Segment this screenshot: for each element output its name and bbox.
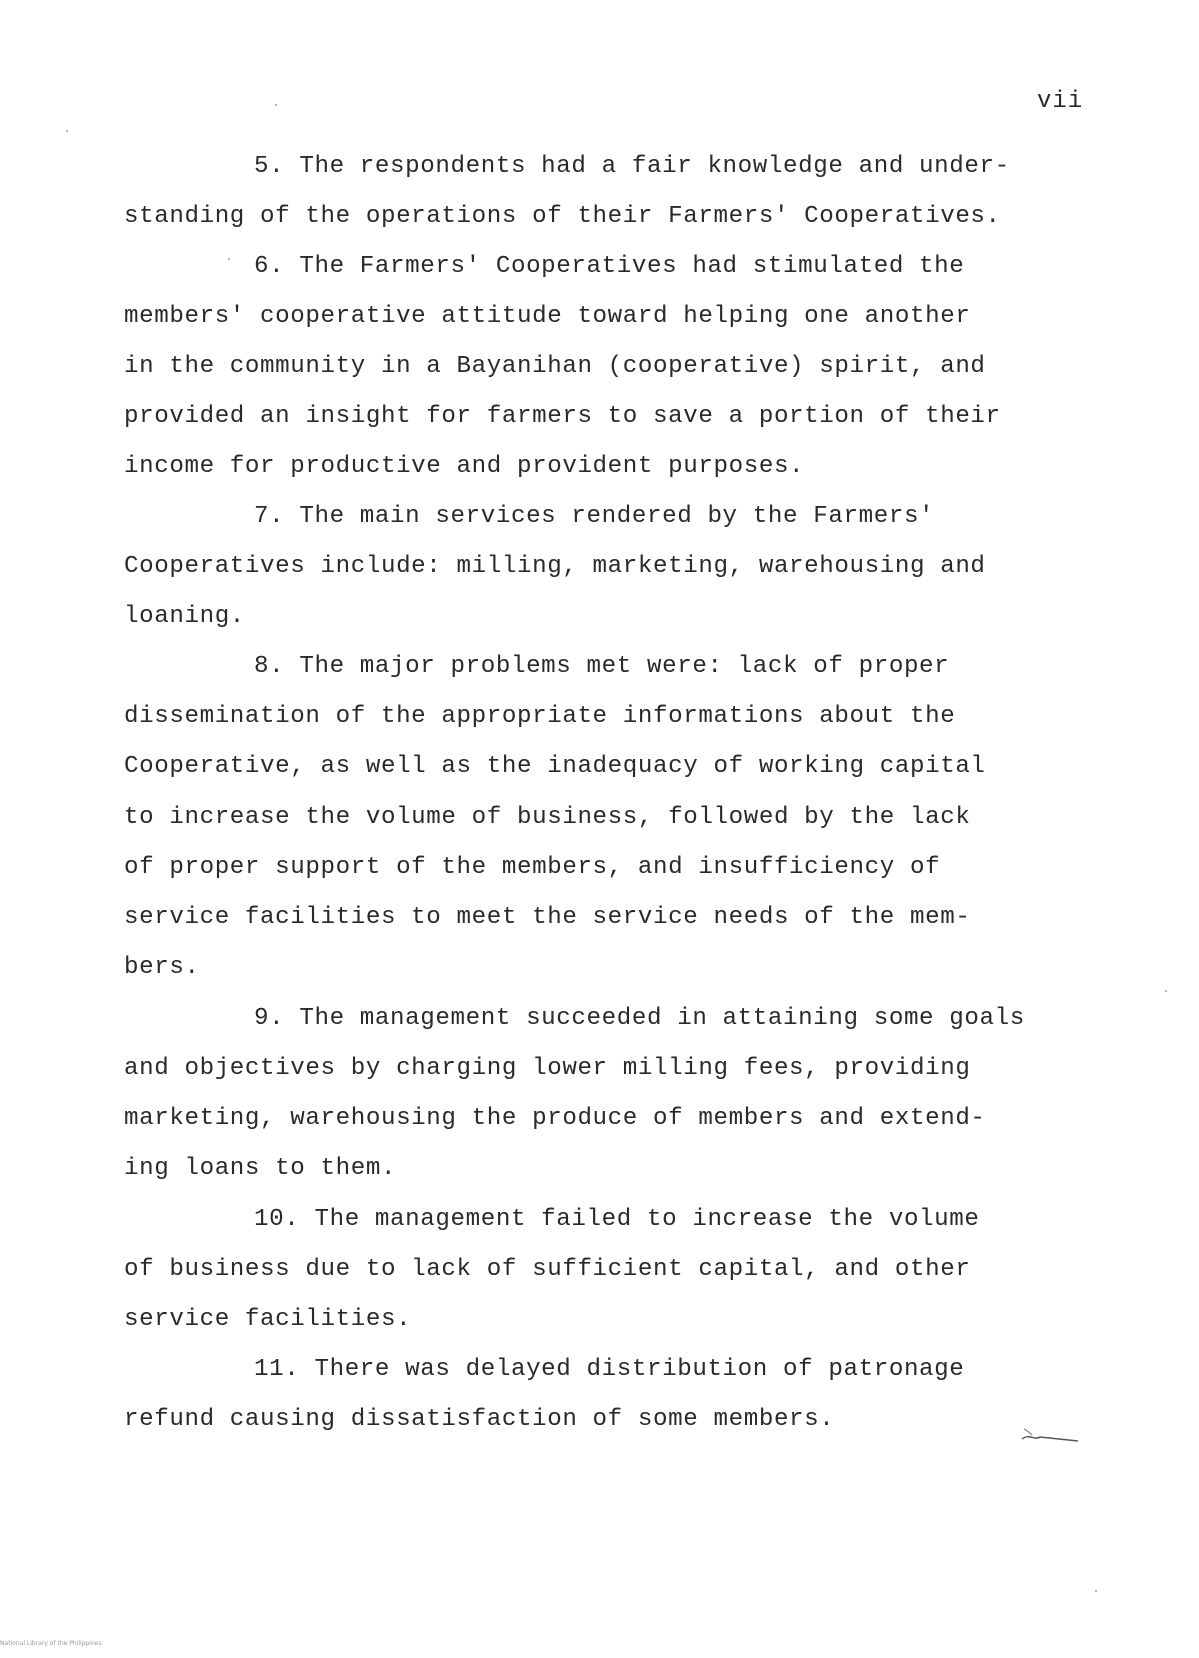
- item-9-line-2: and objectives by charging lower milling fees, providing: [124, 1055, 971, 1082]
- item-8-line-4: to increase the volume of business, followed by the lack: [124, 804, 971, 831]
- item-6-line-1: 6. The Farmers' Cooperatives had stimulated the: [254, 253, 965, 280]
- item-6-line-3: in the community in a Bayanihan (cooperative) spirit, and: [124, 353, 986, 380]
- item-8-line-2: dissemination of the appropriate informations about the: [124, 703, 956, 730]
- item-8-line-6: service facilities to meet the service needs of the mem-: [124, 904, 971, 931]
- scan-speck: [1095, 1590, 1097, 1592]
- handwritten-mark-icon: [1020, 1423, 1080, 1447]
- item-8-line-1: 8. The major problems met were: lack of proper: [254, 653, 950, 680]
- item-9-line-4: ing loans to them.: [124, 1155, 397, 1182]
- item-9-line-1: 9. The management succeeded in attaining some goals: [254, 1005, 1025, 1032]
- item-8-line-3: Cooperative, as well as the inadequacy of working capital: [124, 753, 986, 780]
- item-10-line-1: 10. The management failed to increase the volume: [254, 1206, 980, 1233]
- item-9-line-3: marketing, warehousing the produce of members and extend-: [124, 1105, 986, 1132]
- item-10-line-2: of business due to lack of sufficient capital, and other: [124, 1256, 971, 1283]
- item-8-line-5: of proper support of the members, and insufficiency of: [124, 854, 941, 881]
- item-6-line-2: members' cooperative attitude toward helping one another: [124, 303, 971, 330]
- item-7-line-2: Cooperatives include: milling, marketing, warehousing and: [124, 553, 986, 580]
- item-10-line-3: service facilities.: [124, 1306, 412, 1333]
- item-11-line-1: 11. There was delayed distribution of patronage: [254, 1356, 965, 1383]
- scan-speck: [1165, 990, 1167, 992]
- item-5-line-2: standing of the operations of their Farmers' Cooperatives.: [124, 203, 1001, 230]
- item-7-line-1: 7. The main services rendered by the Farmers': [254, 503, 935, 530]
- item-6-line-5: income for productive and provident purposes.: [124, 453, 805, 480]
- page-number: vii: [1037, 88, 1084, 115]
- item-11-line-2: refund causing dissatisfaction of some members.: [124, 1406, 835, 1433]
- scan-footer-note: National Library of the Philippines: [0, 1640, 102, 1647]
- scan-speck: [228, 258, 230, 260]
- item-6-line-4: provided an insight for farmers to save a portion of their: [124, 403, 1001, 430]
- item-5-line-1: 5. The respondents had a fair knowledge and under-: [254, 153, 1010, 180]
- item-7-line-3: loaning.: [124, 603, 245, 630]
- item-8-line-7: bers.: [124, 954, 200, 981]
- scan-speck: [275, 104, 277, 106]
- scan-speck: [66, 130, 68, 132]
